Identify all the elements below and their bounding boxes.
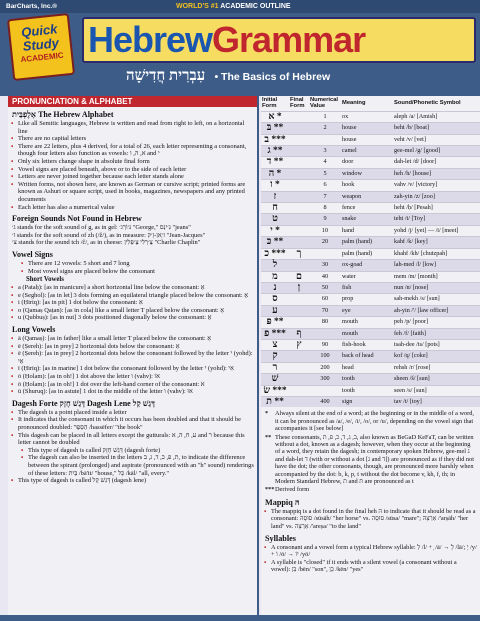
cell-meaning: ox-goad (341, 260, 393, 271)
cell-final (289, 191, 309, 202)
cell-final (289, 214, 309, 225)
cell-sound: gee-mel /g/ [good] (393, 146, 480, 157)
cell-sound: heh /h/ [house] (393, 168, 480, 179)
cell-sound: tav /t/ [toy] (393, 396, 480, 407)
cell-value: 1 (309, 111, 341, 122)
cell-value (309, 248, 341, 259)
table-notes (261, 407, 480, 493)
table-header-row (261, 96, 480, 111)
cell-final (289, 396, 309, 407)
cell-meaning: house (341, 123, 393, 134)
title-bar (82, 17, 476, 63)
table-row (261, 180, 480, 191)
list-item: ▪ This type of dagesh is called דָּגֵשׁ חָזָק (dagesh forte) (8, 447, 257, 455)
table-row (261, 396, 480, 407)
cell-sound: aleph /a/ [Amish] (393, 111, 480, 122)
cell-final (289, 317, 309, 328)
list-item: ▪ ō (Ḥolam): [as in oh!] 1 dot over the left-hand corner of the consonant: אֹ (8, 381, 257, 389)
list-item: ▪ There are 12 vowels: 5 short and 7 long (8, 260, 257, 268)
list-item: ▪ It indicates that the consonant in which it occurs has been doubled and that it should be pronounced doubled: הַסֵּפֶר /hassēfer/ "the book" (8, 416, 257, 431)
cell-letter: ר (261, 362, 289, 373)
cell-sound: feh /f/ [faith] (393, 328, 480, 339)
mappiq-heading: Mappiq הּ (265, 497, 300, 507)
cell-final: ם (289, 271, 309, 282)
quickstudy-logo: Quick Study ACADEMIC (7, 13, 75, 81)
short-vowels-heading: Short Vowels (26, 276, 64, 284)
list-item: ▪ Written forms, not shown here, are known as German or cursive script; printed forms are known as Ashuri or square script, used in books, magazines, newspapers and any printed documents (8, 181, 257, 204)
list-item: ▪ A syllable is "closed" if it ends with a silent vowel (a consonant without a vowel): בֵּן /bēn/ "son", כֵּן /kēn/ "yes" (261, 559, 480, 574)
list-item: ▪ i (Ḥiriq): [as in pit] 1 dot below the consonant: אִ (8, 299, 257, 307)
cell-final: ץ (289, 339, 309, 350)
foreign-line: ז׳ stands for the soft sound of zh (/ž/), as in measure: ז׳ָאן-זָ׳ק "Jean-Jacques" (12, 231, 206, 239)
table-row (261, 111, 480, 122)
table-row (261, 237, 480, 248)
cell-value: 10 (309, 225, 341, 236)
alphabet-table (261, 96, 480, 407)
cell-letter: ד ** (261, 157, 289, 168)
hebrew-title: עִבְרִית חֲדִישָׁה (126, 68, 206, 84)
table-row (261, 248, 480, 259)
cell-meaning: mouth (341, 328, 393, 339)
cell-sound: peh /p/ [poor] (393, 317, 480, 328)
cell-letter: ס (261, 294, 289, 305)
foreign-line: צ׳ stands for the sound tch /č/, as in cheese: צֶ׳רְלִי צֶ׳פְּלִין "Charlie Chaplin" (12, 239, 201, 247)
note: * Always silent at the end of a word; at the beginning or in the middle of a word, it can be pronounced as /a/, /e/, /i/, /o/, or /u/, depending on the vowel sign that accompanies it [see below] (265, 410, 475, 433)
cell-value: 20 (309, 237, 341, 248)
cell-letter: נ (261, 282, 289, 293)
table-row (261, 317, 480, 328)
column-header: Final Form (290, 97, 305, 110)
cell-sound: zah-yin /z/ [zoo] (393, 191, 480, 202)
vowel-signs-heading: Vowel Signs (12, 249, 53, 259)
cell-sound: khahf /kh/ [chutzpah] (393, 248, 480, 259)
list-item: ▪ ē (Ṣereh): [as in prey] 2 horizontal dots below the consonant: אֵ (8, 343, 257, 351)
cell-letter: כּ ** (261, 237, 289, 248)
title-grammar: Grammar (212, 19, 366, 60)
cell-sound: dah-let /d/ [door] (393, 157, 480, 168)
list-item: ▪ ē (Ṣereh): [as in prey] 2 horizontal dots below the consonant followed by the letter י (yohd): אֵי (8, 350, 257, 365)
table-row (261, 328, 480, 339)
cell-sound: beht /b/ [boat] (393, 123, 480, 134)
cell-value: 4 (309, 157, 341, 168)
list-item: ▪ ī (Ḥiriq): [as in marine] 1 dot below the consonant followed by the letter י (yohd): אִי (8, 365, 257, 373)
cell-value: 2 (309, 123, 341, 134)
footer-strip (0, 615, 480, 621)
cell-final (289, 374, 309, 385)
cell-meaning: camel (341, 146, 393, 157)
cell-meaning: prop (341, 294, 393, 305)
cell-value: 300 (309, 374, 341, 385)
cell-meaning: sign (341, 396, 393, 407)
section-heading: PRONUNCIATION & ALPHABET (8, 96, 257, 107)
table-row (261, 351, 480, 362)
cell-letter: מ (261, 271, 289, 282)
title-hebrew: Hebrew (88, 19, 213, 60)
subtitle: • The Basics of Hebrew (214, 71, 331, 83)
cell-letter: פּ ** (261, 317, 289, 328)
cell-final (289, 203, 309, 214)
list-item: ▪ Vowel signs are placed beneath, above or to the side of each letter (8, 166, 257, 174)
column-header: Meaning (342, 100, 366, 107)
cell-value: 100 (309, 351, 341, 362)
cell-letter: פ *** (261, 328, 289, 339)
cell-value (309, 134, 341, 145)
list-item: ▪ A consonant and a vowel form a typical Hebrew syllable: לְ /l/ + ָ /ā/ → לָ /lā/; יָ /y/ + וֹ /ō/ → יוֹ /yō/ (261, 544, 480, 559)
cell-final (289, 260, 309, 271)
syllables-heading: Syllables (265, 534, 296, 544)
list-item: ▪ a (Pataḥ): [as in manicure] a short horizontal line below the consonant: אַ (8, 284, 257, 292)
cell-letter: ע (261, 305, 289, 316)
note: ** These consonants, ב, ג, ד, כ, פ, ת, also known as BeGaD KeFaT, can be written without a dot, known as a dagesh; however, when they occur at the beginning of a word, they retain the dagesh; in contemporary spoken Hebrew, gee-mel ג and dah-let ד (with or without a dot [ג and ד]) are pronounced as if they did not have the dot; the other consonants, though, are pronounced more harshly when accompanied by the dot: b, k, p, t without the dot become v, kh, f, th; in Modern Standard Hebrew, ת and תּ are pronounced as t (265, 433, 474, 486)
list-item: ▪ ū (Shuruq): [as in astute] 1 dot in the middle of the letter ו (vahv): אוּ (8, 388, 257, 396)
cell-letter: בּ ** (261, 123, 289, 134)
table-row (261, 168, 480, 179)
cell-final (289, 146, 309, 157)
cell-value: 60 (309, 294, 341, 305)
cell-sound: rehsh /r/ [rose] (393, 362, 480, 373)
cell-value: 400 (309, 396, 341, 407)
table-row (261, 225, 480, 236)
cell-letter: ז (261, 191, 289, 202)
alphabet-heading: אָלֶפְבֵּית The Hebrew Alphabet (12, 110, 114, 119)
list-item: ▪ Each letter has also a numerical value (8, 204, 257, 212)
cell-final (289, 362, 309, 373)
table-row (261, 123, 480, 134)
list-item: ▪ There are no capital letters (8, 135, 257, 143)
cell-letter: א * (261, 111, 289, 122)
table-row (261, 191, 480, 202)
cell-final (289, 385, 309, 396)
cell-meaning: tooth (341, 385, 393, 396)
foreign-line: ג׳ stands for the soft sound of g, as in gel: גּ׳וֹרְג׳ "George," גִּ׳ינְס "jeans" (12, 224, 191, 232)
cell-meaning: window (341, 168, 393, 179)
table-row (261, 362, 480, 373)
cell-letter: ט (261, 214, 289, 225)
cell-letter: ח (261, 203, 289, 214)
column-header: Sound/Phonetic Symbol (394, 100, 461, 107)
cell-sound: mem /m/ [month] (393, 271, 480, 282)
column-header: Numerical Value (310, 97, 339, 110)
list-item: ▪ The dagesh is a point placed inside a letter (8, 409, 257, 417)
cell-meaning: weapon (341, 191, 393, 202)
cell-value: 6 (309, 180, 341, 191)
cell-value: 80 (309, 317, 341, 328)
table-row (261, 134, 480, 145)
cell-final (289, 168, 309, 179)
cell-final (289, 237, 309, 248)
cell-value: 70 (309, 305, 341, 316)
cell-letter: ת ** (261, 396, 289, 407)
cell-sound: sheen /š/ [sun] (393, 374, 480, 385)
cell-letter: כ *** (261, 248, 289, 259)
cell-sound: teht /t/ [Toy] (393, 214, 480, 225)
cell-final (289, 351, 309, 362)
cell-sound: lah-med /l/ [low] (393, 260, 480, 271)
cell-letter: ב *** (261, 134, 289, 145)
cell-sound: ah-yin /'/ [law officer] (393, 305, 480, 316)
cell-value: 40 (309, 271, 341, 282)
cell-meaning: house (341, 134, 393, 145)
cell-meaning: eye (341, 305, 393, 316)
list-item: ▪ This type of dagesh is called דָּגֵשׁ קַל (dagesh lene) (8, 477, 257, 485)
cell-sound: kof /q/ [coke] (393, 351, 480, 362)
cell-final (289, 180, 309, 191)
top-strip (0, 0, 480, 13)
table-row (261, 339, 480, 350)
cell-value: 8 (309, 203, 341, 214)
list-item: ▪ o (Qamaṣ Qaṭan): [as in cola] like a small letter T placed below the consonant: אָ (8, 307, 257, 315)
cell-letter: ג ** (261, 146, 289, 157)
cell-final (289, 294, 309, 305)
cell-meaning: fence (341, 203, 393, 214)
cell-letter: ה * (261, 168, 289, 179)
table-row (261, 271, 480, 282)
list-item: ▪ e (Seghol): [as in let] 3 dots forming an equilateral triangle placed below the consonant: אֶ (8, 292, 257, 300)
table-row (261, 385, 480, 396)
cell-letter: שׁ (261, 374, 289, 385)
publisher-name: BarCharts, Inc.® (6, 3, 58, 10)
list-item: ▪ Most vowel signs are placed below the consonant (8, 268, 257, 276)
cell-sound: vahv /v/ [victory] (393, 180, 480, 191)
cell-value (309, 328, 341, 339)
cell-final: ף (289, 328, 309, 339)
cell-sound: tsah-dee /ts/ [pots] (393, 339, 480, 350)
cell-value: 9 (309, 214, 341, 225)
cell-sound: heht /ḥ/ [Pesah] (393, 203, 480, 214)
table-row (261, 260, 480, 271)
right-column (261, 96, 480, 618)
list-item: ▪ ā (Qamaṣ): [as in father] like a small letter T placed below the consonant: אָ (8, 335, 257, 343)
cell-sound: sah-mekh /s/ [sun] (393, 294, 480, 305)
cell-value: 30 (309, 260, 341, 271)
cell-meaning: palm (hand) (341, 248, 393, 259)
list-item: ▪ The dagesh can also be inserted in the letters ת, פ, כ, ד, ג, ב, to indicate the difference between the spirant (prolonged) and aspirate (pronounced with an "h" sound) renderings of these letters: בַּיִת /bā'it/ "house," כָּל /kāl/ "all, every." (8, 454, 257, 477)
cell-final (289, 123, 309, 134)
cell-final (289, 134, 309, 145)
cell-sound: kahf /k/ [key] (393, 237, 480, 248)
table-row (261, 282, 480, 293)
cell-meaning: mouth (341, 317, 393, 328)
list-item: ▪ Letters are never joined together because each letter stands alone (8, 173, 257, 181)
cell-letter: ו * (261, 180, 289, 191)
cell-letter: שׂ *** (261, 385, 289, 396)
cell-letter: ל (261, 260, 289, 271)
cell-meaning: hook (341, 180, 393, 191)
cell-meaning: back of head (341, 351, 393, 362)
list-item: ▪ The mappiq is a dot found in the final heh הּ to indicate that it should be read as a consonant: סוּסָהּ /sūsāh/ "her horse" vs. סוּסָה /sūsa/ "mare"; אַרְצָהּ /'arṣāh/ "her land" vs. אַרְצָה /'areṣa/ "to the land" (261, 508, 480, 530)
list-item: ▪ u (Qubbuṣ): [as in nut] 3 dots positioned diagonally below the consonant: אֻ (8, 314, 257, 322)
long-vowels-heading: Long Vowels (12, 325, 56, 335)
list-item: ▪ Like all Semitic languages, Hebrew is written and read from right to left, on a horizontal line (8, 120, 257, 135)
cell-meaning: snake (341, 214, 393, 225)
table-row (261, 305, 480, 316)
cell-final (289, 111, 309, 122)
cell-final: ן (289, 282, 309, 293)
list-item: ▪ ō (Ḥolam): [as in oh!] 1 dot above the letter ו (vahv): אוֹ (8, 373, 257, 381)
cell-meaning: tooth (341, 374, 393, 385)
header-banner (0, 0, 480, 96)
tagline: WORLD'S #1 ACADEMIC OUTLINE (176, 3, 291, 10)
foreign-sounds-heading: Foreign Sounds Not Found in Hebrew (12, 214, 142, 224)
table-row (261, 374, 480, 385)
subtitle-row (126, 67, 330, 86)
cell-value: 90 (309, 339, 341, 350)
list-item: ▪ Only six letters change shape in absolute final form (8, 158, 257, 166)
table-row (261, 203, 480, 214)
cell-final (289, 225, 309, 236)
cell-final (289, 157, 309, 168)
table-row (261, 214, 480, 225)
cell-sound: yohd /j/ [yet] — /i/ [meet] (393, 225, 480, 236)
alphabet-list (8, 120, 257, 211)
cell-meaning: door (341, 157, 393, 168)
cell-meaning: ox (341, 111, 393, 122)
cell-meaning: water (341, 271, 393, 282)
cell-meaning: palm (hand) (341, 237, 393, 248)
dagesh-heading: Dagesh Forte דָּגֵשׁ חָזָק Dagesh Lene דָּגֵשׁ קַל (12, 398, 155, 408)
cell-letter: י * (261, 225, 289, 236)
cell-value: 7 (309, 191, 341, 202)
note: *** Derived form (265, 486, 310, 494)
cell-sound: seen /s/ [sun] (393, 385, 480, 396)
left-column (8, 96, 259, 618)
cell-value: 200 (309, 362, 341, 373)
cell-meaning: hand (341, 225, 393, 236)
table-body (261, 111, 480, 407)
list-item: ▪ This dagesh can be placed in all letters except the gutturals: ע, ח, ה, א and ר because this letter cannot be doubled (8, 432, 257, 447)
cell-value: 3 (309, 146, 341, 157)
cell-value (309, 385, 341, 396)
column-header: Initial Form (262, 97, 278, 110)
cell-sound: nun /n/ [nose] (393, 282, 480, 293)
cell-final (289, 305, 309, 316)
cell-value: 5 (309, 168, 341, 179)
cell-meaning: fish (341, 282, 393, 293)
table-row (261, 146, 480, 157)
cell-meaning: fish-hook (341, 339, 393, 350)
cell-letter: ק (261, 351, 289, 362)
cell-value: 50 (309, 282, 341, 293)
cell-meaning: head (341, 362, 393, 373)
cell-sound: veht /v/ [vet] (393, 134, 480, 145)
table-row (261, 294, 480, 305)
list-item: ▪ There are 22 letters, plus 4 derived, for a total of 26, each letter representing a consonant, though four letters also function as vowels: א, ה, ו and י (8, 143, 257, 158)
cell-final: ך (289, 248, 309, 259)
cell-letter: צ (261, 339, 289, 350)
table-row (261, 157, 480, 168)
